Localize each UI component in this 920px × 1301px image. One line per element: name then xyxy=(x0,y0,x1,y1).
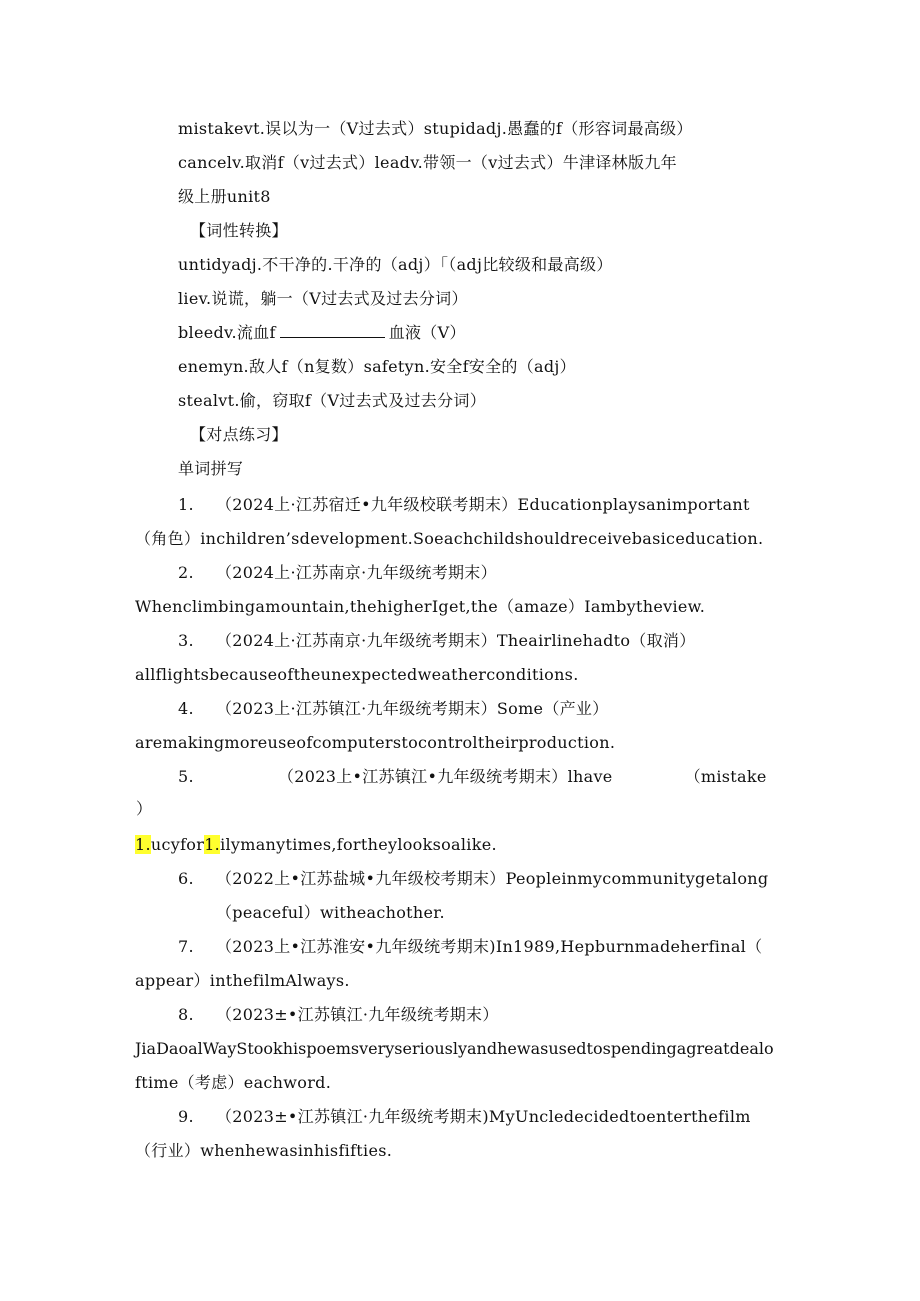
question-number: 6. xyxy=(178,869,194,888)
question-number: 3. xyxy=(178,631,194,650)
conversion-line-3-start: bleedv.流血f xyxy=(178,323,276,342)
conversion-line-3 xyxy=(178,322,466,344)
question-1-line-1 xyxy=(178,494,750,516)
question-8-line-1 xyxy=(178,1004,499,1026)
question-7-text: （2023上•江苏淮安•九年级统考期末)In1989,Hepburnmadeherfinal（ xyxy=(216,937,763,956)
question-8-line-3: ftime（考虑）eachword. xyxy=(135,1073,332,1092)
highlight-mark: 1. xyxy=(135,835,151,854)
question-2-source: （2024上·江苏南京·九年级统考期末） xyxy=(216,563,497,582)
question-3-line-1 xyxy=(178,630,696,652)
question-5-hint: （mistake xyxy=(684,767,767,786)
question-4-line-1 xyxy=(178,698,609,720)
conversion-line-1: untidyadj.不干净的.干净的（adj）「（adj比较级和最高级） xyxy=(178,255,613,274)
highlight-mark: 1. xyxy=(204,835,221,854)
question-number: 2. xyxy=(178,563,194,582)
question-number: 5. xyxy=(178,767,194,786)
question-6-line-1 xyxy=(178,868,768,890)
question-3-text: （2024上·江苏南京·九年级统考期末）Theairlinehadto（取消） xyxy=(216,631,696,650)
question-2-line-2: Whenclimbingamountain,thehigherIget,the（amaze）Iambytheview. xyxy=(135,597,706,616)
question-5-line-1 xyxy=(178,766,767,788)
question-4-line-2: aremakingmoreuseofcomputerstocontroltheirproduction. xyxy=(135,733,616,752)
question-9-line-1 xyxy=(178,1106,751,1128)
question-5-line-2: ） xyxy=(136,799,153,818)
conversion-line-2: liev.说谎，躺一（V过去式及过去分词） xyxy=(178,289,468,308)
conversion-line-4: enemyn.敌人f（n复数）safetyn.安全f安全的（adj） xyxy=(178,357,576,376)
question-number: 8. xyxy=(178,1005,194,1024)
question-number: 4. xyxy=(178,699,194,718)
vocab-line-1: mistakevt.误以为一（V过去式）stupidadj.愚蠢的f（形容词最高级） xyxy=(178,119,693,138)
section-heading-conversion: 【词性转换】 xyxy=(190,221,288,240)
question-5-line-3 xyxy=(135,834,497,856)
section-heading-practice: 【对点练习】 xyxy=(190,425,288,444)
question-2-line-1 xyxy=(178,562,497,584)
question-5-text: （2023上•江苏镇江•九年级统考期末）lhave xyxy=(278,767,613,786)
conversion-line-5: stealvt.偷，窃取f（V过去式及过去分词） xyxy=(178,391,486,410)
question-7-line-2: appear）inthefilmAlways. xyxy=(135,971,350,990)
question-1-line-2: （角色）inchildren’sdevelopment.Soeachchildshouldreceivebasiceducation. xyxy=(135,529,764,548)
vocab-line-2: cancelv.取消f（v过去式）leadv.带领一（v过去式）牛津译林版九年 xyxy=(178,153,677,172)
conversion-line-3-end: 血液（V） xyxy=(388,323,466,342)
vocab-line-3: 级上册unit8 xyxy=(178,187,271,206)
question-3-line-2: allflightsbecauseoftheunexpectedweatherconditions. xyxy=(135,665,579,684)
question-5-text-part: ucyfor xyxy=(150,835,205,854)
question-8-source: （2023±•江苏镇江·九年级统考期末） xyxy=(216,1005,499,1024)
answer-blank xyxy=(280,323,385,338)
question-number: 7. xyxy=(178,937,194,956)
question-9-text: （2023±•江苏镇江·九年级统考期末)MyUncledecidedtoenterthefilm xyxy=(216,1107,751,1126)
question-number: 9. xyxy=(178,1107,194,1126)
question-6-text: （2022上•江苏盐城•九年级校考期末）Peopleinmycommunitygetalong xyxy=(216,869,769,888)
question-1-text: （2024上·江苏宿迁•九年级校联考期末）Educationplaysanimportant xyxy=(216,495,750,514)
question-7-line-1 xyxy=(178,936,762,958)
question-8-line-2: JiaDaoalWayStookhispoemsveryseriouslyandhewasusedtospendingagreatdealo xyxy=(135,1039,774,1058)
question-4-text: （2023上·江苏镇江·九年级统考期末）Some（产业） xyxy=(216,699,609,718)
question-6-line-2: （peaceful）witheachother. xyxy=(216,903,445,922)
question-number: 1. xyxy=(178,495,194,514)
subheading-spelling: 单词拼写 xyxy=(178,459,244,478)
question-9-line-2: （行业）whenhewasinhisfifties. xyxy=(135,1141,393,1160)
question-5-text-end: ilymanytimes,fortheylooksoalike. xyxy=(220,835,497,854)
